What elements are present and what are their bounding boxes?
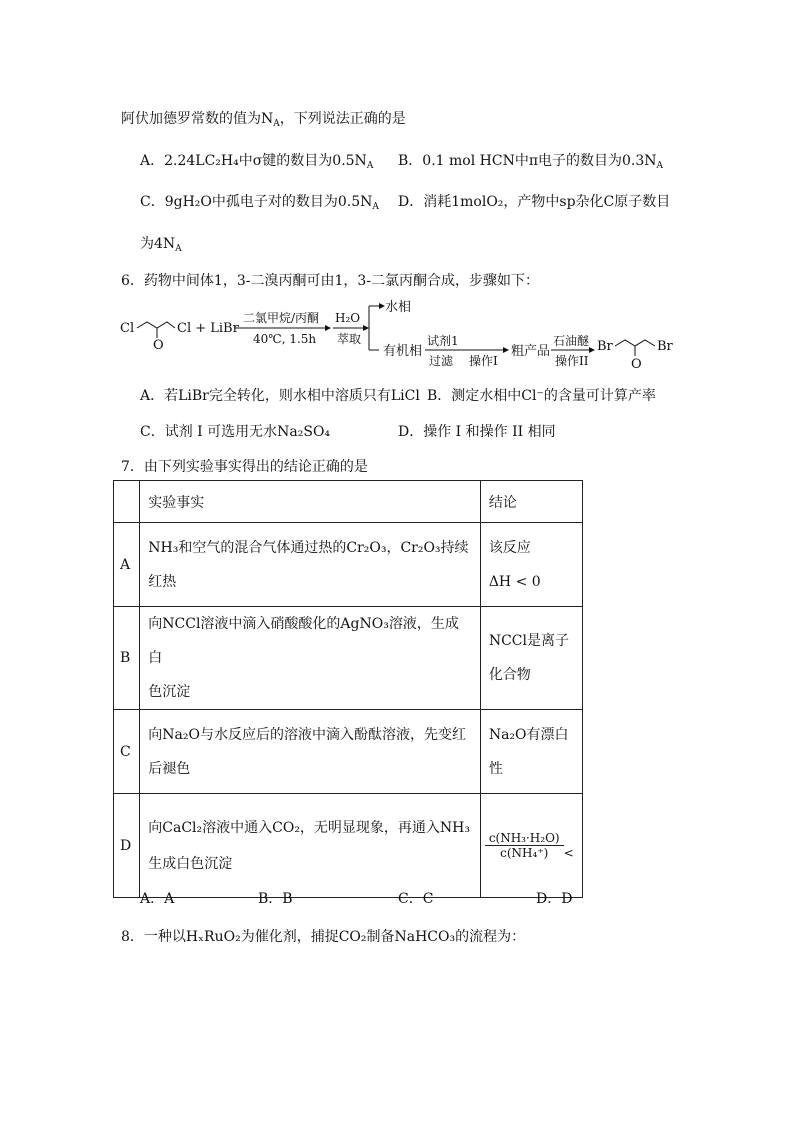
arrow5-bottom-label: 操作II	[555, 354, 589, 368]
arrow5-head	[589, 347, 595, 353]
q7-row-fact: 向Na₂O与水反应后的溶液中滴入酚酞溶液，先变红 后褪色	[140, 710, 481, 794]
arrow3-bottom-label: 过滤	[429, 354, 454, 368]
q7-header-conclusion: 结论	[480, 481, 582, 523]
q7-row-conclusion: NCCl是离子 化合物	[480, 607, 582, 710]
product-br-right: Br	[657, 339, 673, 354]
q7-row-label: C	[114, 710, 140, 794]
q7-row-label: A	[114, 523, 140, 607]
reactant-skeleton	[137, 322, 175, 328]
branch-organic-phase: 有机相	[383, 344, 423, 359]
q7-option-a: A．A	[140, 891, 175, 907]
q7-row-conclusion: $\frac{\text{c(NH₃·H₂O)}}{\text{c(NH₄⁺)}}$ <	[480, 794, 582, 898]
q6-option-a: A．若LiBr完全转化，则水相中溶质只有LiCl	[140, 388, 420, 404]
q5-stem: 阿伏加德罗常数的值为$N_A$，下列说法正确的是	[121, 111, 406, 129]
q7-row-d	[114, 794, 583, 898]
q7-option-d: D．D	[536, 891, 573, 907]
concentration-ratio: $\frac{\text{c(NH₃·H₂O)}}{\text{c(NH₄⁺)}}$	[485, 831, 564, 860]
q7-row-conclusion: Na₂O有漂白 性	[480, 710, 582, 794]
q7-option-c: C．C	[398, 891, 434, 907]
q7-header-blank	[114, 481, 140, 523]
product-br-left: Br	[597, 339, 613, 354]
q7-row-a	[114, 523, 583, 607]
q7-row-fact: 向NCCl溶液中滴入硝酸酸化的AgNO₃溶液，生成白 色沉淀	[140, 607, 481, 710]
reactant-carbonyl-o: O	[153, 338, 164, 353]
arrow4-bottom-label: 操作I	[469, 354, 498, 368]
arrow1-head	[325, 325, 331, 331]
q6-option-c: C．试剂 I 可选用无水Na₂SO₄	[140, 424, 331, 440]
arrow1-top-label: 二氯甲烷/丙酮	[243, 311, 320, 325]
branch-water-phase: 水相	[385, 300, 412, 315]
arrow2-head	[363, 325, 369, 331]
q7-header-fact: 实验事实	[140, 481, 481, 523]
crude-product: 粗产品	[511, 344, 551, 359]
q7-row-c	[114, 710, 583, 794]
q7-header-row	[114, 481, 583, 523]
product-skeleton	[615, 340, 655, 346]
q5-option-c: C．9gH₂O中孤电子对的数目为$0.5N_A$	[140, 194, 379, 212]
arrow1-bottom-label: 40℃, 1.5h	[253, 332, 317, 346]
q7-table	[113, 480, 583, 898]
q7-row-fact: 向CaCl₂溶液中通入CO₂，无明显现象，再通入NH₃ 生成白色沉淀	[140, 794, 481, 898]
arrow4-head	[503, 347, 509, 353]
q7-option-b: B．B	[258, 891, 293, 907]
q7-stem: 7．由下列实验事实得出的结论正确的是	[121, 459, 368, 475]
q6-reaction-scheme	[115, 298, 685, 378]
q7-row-conclusion: 该反应 ΔH < 0	[480, 523, 582, 607]
reactant-cl-left: Cl	[120, 321, 135, 336]
q5-option-b: B．0.1 mol HCN中π电子的数目为$0.3N_A$	[398, 153, 664, 171]
q8-stem: 8．一种以HₓRuO₂为催化剂，捕捉CO₂制备NaHCO₃的流程为：	[121, 929, 526, 945]
q7-row-label: D	[114, 794, 140, 898]
q6-option-b: B．测定水相中Cl⁻的含量可计算产率	[427, 388, 656, 404]
reactant-cl-right-libr: Cl + LiBr	[177, 321, 239, 336]
q5-option-d: D．消耗1molO₂，产物中sp杂化C原子数目	[398, 194, 671, 210]
q6-stem: 6．药物中间体1，3-二溴丙酮可由1，3-二氯丙酮合成，步骤如下：	[121, 273, 539, 289]
product-carbonyl-o: O	[631, 357, 642, 372]
q7-row-label: B	[114, 607, 140, 710]
arrow2-top-label: H₂O	[335, 311, 361, 325]
q7-row-b	[114, 607, 583, 710]
q5-option-a: A．2.24LC₂H₄中σ键的数目为$0.5N_A$	[140, 153, 374, 171]
q6-option-d: D．操作 I 和操作 II 相同	[398, 424, 556, 440]
arrow3-top-label: 试剂1	[427, 334, 459, 348]
arrow2-bottom-label: 萃取	[337, 332, 362, 346]
q7-row-fact: NH₃和空气的混合气体通过热的Cr₂O₃，Cr₂O₃持续 红热	[140, 523, 481, 607]
q5-option-d-continued: 为$4N_A$	[140, 236, 182, 254]
arrow5-top-label: 石油醚	[553, 334, 590, 348]
